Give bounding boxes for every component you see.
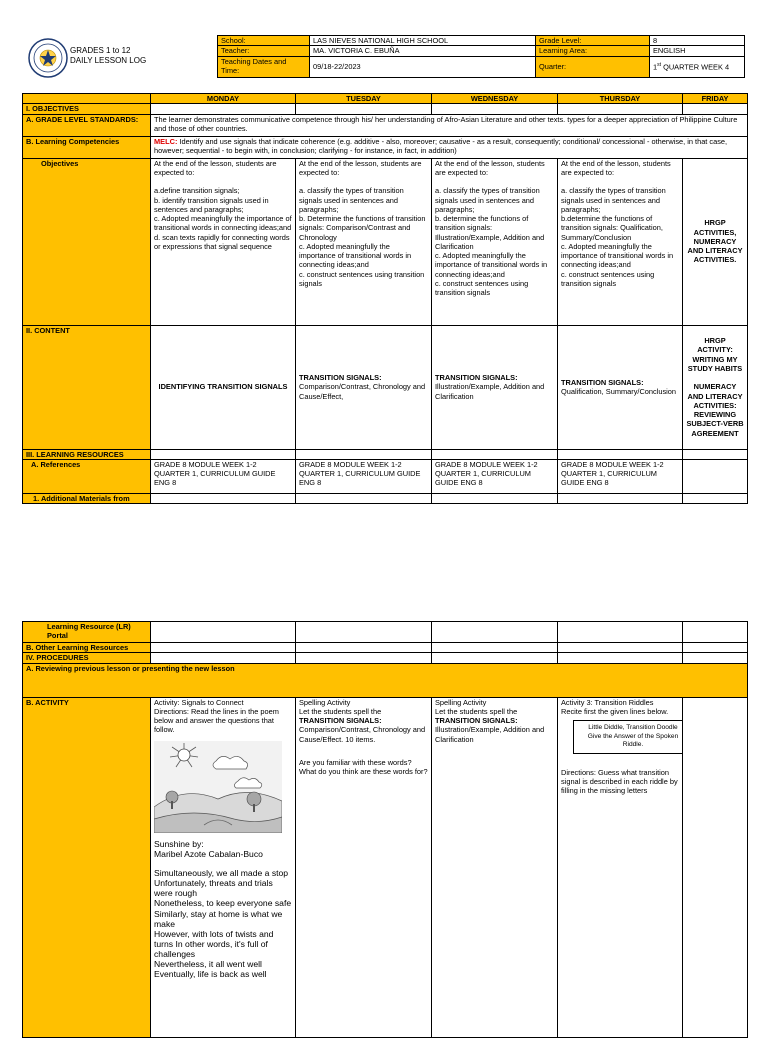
grade-label: Grade Level: [536,36,650,46]
content-friday: HRGP ACTIVITY: WRITING MY STUDY HABITS NUMERACY AND LITERACY ACTIVITIES: REVIEWING SUBJECT-VERB AGREEMENT [683,325,748,449]
other-resources-label: B. Other Learning Resources [23,643,151,653]
riddle-box: Little Diddle, Transition Doodle Give the Answer of the Spoken Riddle. [573,720,683,754]
quarter-text: QUARTER WEEK 4 [661,62,730,72]
content-tuesday-text: Comparison/Contrast, Chronology and Cause/Effect, [299,382,426,401]
activity-tuesday-intro: Spelling Activity Let the students spell the [299,697,382,716]
grade-value: 8 [650,36,745,46]
content-thursday [558,325,683,449]
log-title [70,46,146,66]
activity-thursday [558,697,683,1037]
school-label: School: [218,36,310,46]
dates-label: Teaching Dates and Time: [218,56,310,77]
activity-thursday-intro: Activity 3: Transition Riddles Recite first the given lines below. [561,697,669,716]
activity-label: B. ACTIVITY [23,697,151,1037]
melc-label: MELC: [154,136,178,146]
reviewing-lesson-label: A. Reviewing previous lesson or presenting the new lesson [23,663,748,697]
melc-body: Identify and use signals that indicate coherence (e.g. additive - also, moreover; causative - as a result, consequently; conditional/ concessional - otherwise, in that case, however; sequential - to begin with, in conclusion; clarifying - for instance, in fact, in addition) [154,136,728,155]
activity-monday-intro: Activity: Signals to Connect Directions: Read the lines in the poem below and answer the questions that follow. [154,697,279,735]
quarter-suffix: st [657,61,662,68]
objectives-thursday: At the end of the lesson, students are expected to: a. classify the types of transition signals used in sentences and paragraphs; b.determine the functions of transition signals: Qualification, Summary/Conclusion c. Adopted meaningfully the importance of transitional words in connecting ideas;and c. construct sentences using transition signals [558,158,683,325]
objectives-label: Objectives [23,158,151,325]
day-header-monday: MONDAY [151,94,296,104]
quarter-value [650,56,745,77]
activity-tuesday-questions: Are you familiar with these words? What do you think are these words for? [299,757,428,776]
content-thursday-title: TRANSITION SIGNALS: [561,377,644,387]
log-title-line1: GRADES 1 to 12 [70,46,131,55]
quarter-number: 1 [653,62,658,72]
standards-label: A. GRADE LEVEL STANDARDS: [23,114,151,136]
references-wednesday: GRADE 8 MODULE WEEK 1-2 QUARTER 1, CURRICULUM GUIDE ENG 8 [432,459,558,493]
lesson-table-page1 [22,93,748,504]
references-label: A. References [23,459,151,493]
day-header-wednesday: WEDNESDAY [432,94,558,104]
sun-landscape-illustration [154,741,292,835]
content-thursday-text: Qualification, Summary/Conclusion [561,387,677,396]
area-label: Learning Area: [536,46,650,56]
references-thursday: GRADE 8 MODULE WEEK 1-2 QUARTER 1, CURRICULUM GUIDE ENG 8 [558,459,683,493]
activity-wednesday [432,697,558,1037]
content-wednesday [432,325,558,449]
activity-wednesday-title: TRANSITION SIGNALS: [435,716,518,725]
poem-title: Sunshine by: Maribel Azote Cabalan-Buco [154,838,263,859]
activity-tuesday [296,697,432,1037]
objectives-friday: HRGP ACTIVITIES, NUMERACY AND LITERACY ACTIVITIES. [683,158,748,325]
activity-thursday-directions: Directions: Guess what transition signal is described in each riddle by filling in the missing letters [561,767,678,796]
activity-friday [683,697,748,1037]
poem-lines: Simultaneously, we all made a stop Unfortunately, threats and trials were rough Nonetheless, to keep everyone safe Similarly, stay at home is what we make However, with lots of twists and turns In other words, it's full of challenges Nevertheless, it all went well Eventually, life is back as well [154,868,292,980]
day-header-row [23,94,748,104]
teacher-value: MA. VICTORIA C. EBUÑA [310,46,536,56]
objectives-section-label: I. OBJECTIVES [23,104,151,114]
melc-text [151,136,748,158]
content-tuesday-title: TRANSITION SIGNALS: [299,373,382,383]
header-info-table [217,35,745,78]
content-wednesday-title: TRANSITION SIGNALS: [435,373,518,383]
area-value: ENGLISH [650,46,745,56]
lesson-table-page2 [22,621,748,1038]
objectives-tuesday: At the end of the lesson, students are expected to: a. classify the types of transition signals used in sentences and paragraphs; b. Determine the functions of transition signals: Comparison/Contrast and Chronology c. Adopted meaningfully the importance of transitional words in connecting ideas;and c. construct sentences using transition signals [296,158,432,325]
day-header-tuesday: TUESDAY [296,94,432,104]
activity-monday [151,697,296,1037]
additional-materials-label: 1. Additional Materials from [23,493,151,503]
quarter-label: Quarter: [536,56,650,77]
content-tuesday [296,325,432,449]
activity-tuesday-title: TRANSITION SIGNALS: [299,716,382,725]
references-monday: GRADE 8 MODULE WEEK 1-2 QUARTER 1, CURRICULUM GUIDE ENG 8 [151,459,296,493]
log-title-line2: DAILY LESSON LOG [70,56,147,65]
procedures-label: IV. PROCEDURES [23,653,151,663]
dates-value: 09/18-22/2023 [310,56,536,77]
school-value: LAS NIEVES NATIONAL HIGH SCHOOL [310,36,536,46]
activity-wednesday-text: Illustration/Example, Addition and Clarification [435,725,545,744]
objectives-wednesday: At the end of the lesson, students are expected to: a. classify the types of transition signals used in sentences and paragraphs; b. determine the functions of transition signals: Illustration/Example, Addition and Clarification c. Adopted meaningfully the importance of transitional words in connecting ideas;and c. construct sentences using transition signals [432,158,558,325]
standards-text: The learner demonstrates communicative competence through his/ her understanding of Afro-Asian Literature and other texts. types for a deeper appreciation of Philippine Culture and those of other countries. [151,114,748,136]
content-label: II. CONTENT [23,325,151,449]
activity-tuesday-text: Comparison/Contrast, Chronology and Cause/Effect. 10 items. [299,725,426,744]
blank-header-cell [23,94,151,104]
content-monday: IDENTIFYING TRANSITION SIGNALS [151,325,296,449]
objectives-monday: At the end of the lesson, students are expected to: a.define transition signals; b. identify transition signals used in sentences and paragraphs; c. Adopted meaningfully the importance of transitional words in connecting ideas;and d. scan texts rapidly for connecting words or expressions that signal sequence [151,158,296,325]
competencies-label: B. Learning Competencies [23,136,151,158]
day-header-thursday: THURSDAY [558,94,683,104]
day-header-friday: FRIDAY [683,94,748,104]
references-tuesday: GRADE 8 MODULE WEEK 1-2 QUARTER 1, CURRICULUM GUIDE ENG 8 [296,459,432,493]
activity-wednesday-intro: Spelling Activity Let the students spell the [435,697,518,716]
resources-label: III. LEARNING RESOURCES [23,449,151,459]
teacher-label: Teacher: [218,46,310,56]
content-wednesday-text: Illustration/Example, Addition and Clarification [435,382,545,401]
deped-seal-icon [28,38,68,78]
lr-portal-label: Learning Resource (LR) Portal [23,622,151,643]
